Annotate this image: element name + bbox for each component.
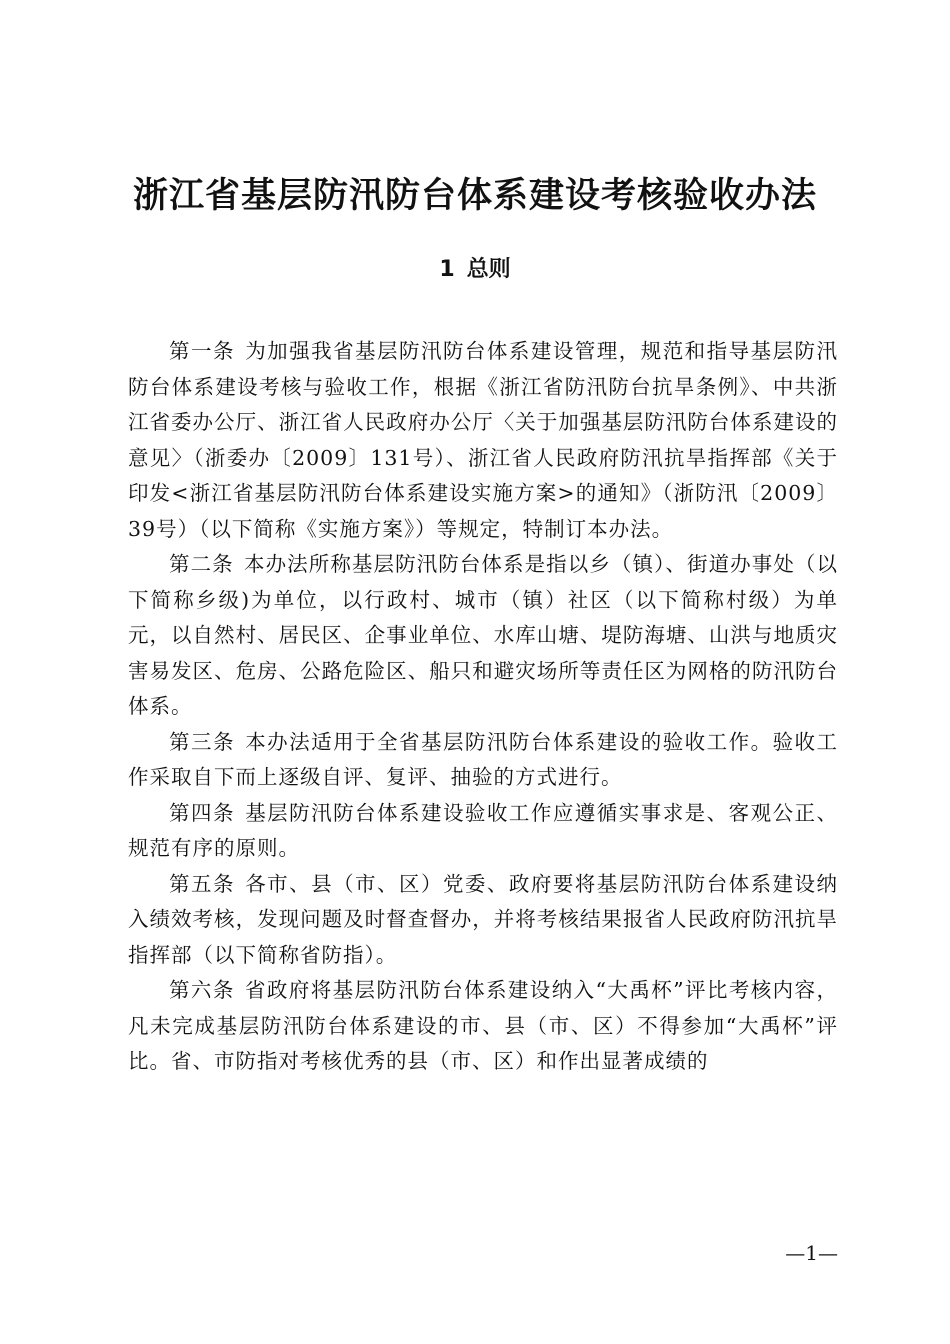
article-paragraph	[128, 334, 838, 547]
article-number: 第六条	[169, 978, 235, 1002]
article-text: 为加强我省基层防汛防台体系建设管理，规范和指导基层防汛防台体系建设考核与验收工作，根据《浙江省防汛防台抗旱条例》、中共浙江省委办公厅、浙江省人民政府办公厅〈关于加强基层防汛防台体系建设的意见〉（浙委办〔2009〕131号）、浙江省人民政府防汛抗旱指挥部《关于印发<浙江省基层防汛防台体系建设实施方案>的通知》（浙防汛〔2009〕39号）（以下简称《实施方案》）等规定，特制订本办法。	[128, 339, 839, 541]
article-paragraph	[128, 547, 838, 725]
article-paragraph	[128, 725, 838, 796]
article-number: 第二条	[169, 552, 234, 576]
article-paragraph	[128, 867, 838, 974]
article-paragraph	[128, 973, 838, 1080]
article-number: 第三条	[169, 729, 235, 754]
article-number: 第四条	[169, 800, 235, 825]
article-number: 第五条	[169, 871, 235, 896]
document-title: 浙江省基层防汛防台体系建设考核验收办法	[132, 176, 817, 216]
chapter-heading	[0, 254, 950, 286]
document-body	[128, 334, 838, 1080]
article-text: 各市、县（市、区）党委、政府要将基层防汛防台体系建设纳入绩效考核，发现问题及时督查督办，并将考核结果报省人民政府防汛抗旱指挥部（以下简称省防指）。	[128, 871, 839, 967]
article-paragraph	[128, 796, 838, 867]
article-number: 第一条	[169, 339, 235, 363]
article-text: 省政府将基层防汛防台体系建设纳入“大禹杯”评比考核内容，凡未完成基层防汛防台体系建设的市、县（市、区）不得参加“大禹杯”评比。省、市防指对考核优秀的县（市、区）和作出显著成绩的	[128, 978, 838, 1073]
article-text: 本办法适用于全省基层防汛防台体系建设的验收工作。验收工作采取自下而上逐级自评、复评、抽验的方式进行。	[128, 729, 839, 789]
article-text: 基层防汛防台体系建设验收工作应遵循实事求是、客观公正、规范有序的原则。	[128, 800, 839, 860]
article-text: 本办法所称基层防汛防台体系是指以乡（镇）、街道办事处（以下简称乡级)为单位，以行政村、城市（镇）社区（以下简称村级）为单元，以自然村、居民区、企事业单位、水库山塘、堤防海塘、山洪与地质灾害易发区、危房、公路危险区、船只和避灾场所等责任区为网格的防汛防台体系。	[128, 552, 838, 718]
page-number: —1—	[785, 1241, 838, 1265]
chapter-number: 1	[439, 257, 455, 282]
chapter-name: 总则	[466, 257, 511, 282]
